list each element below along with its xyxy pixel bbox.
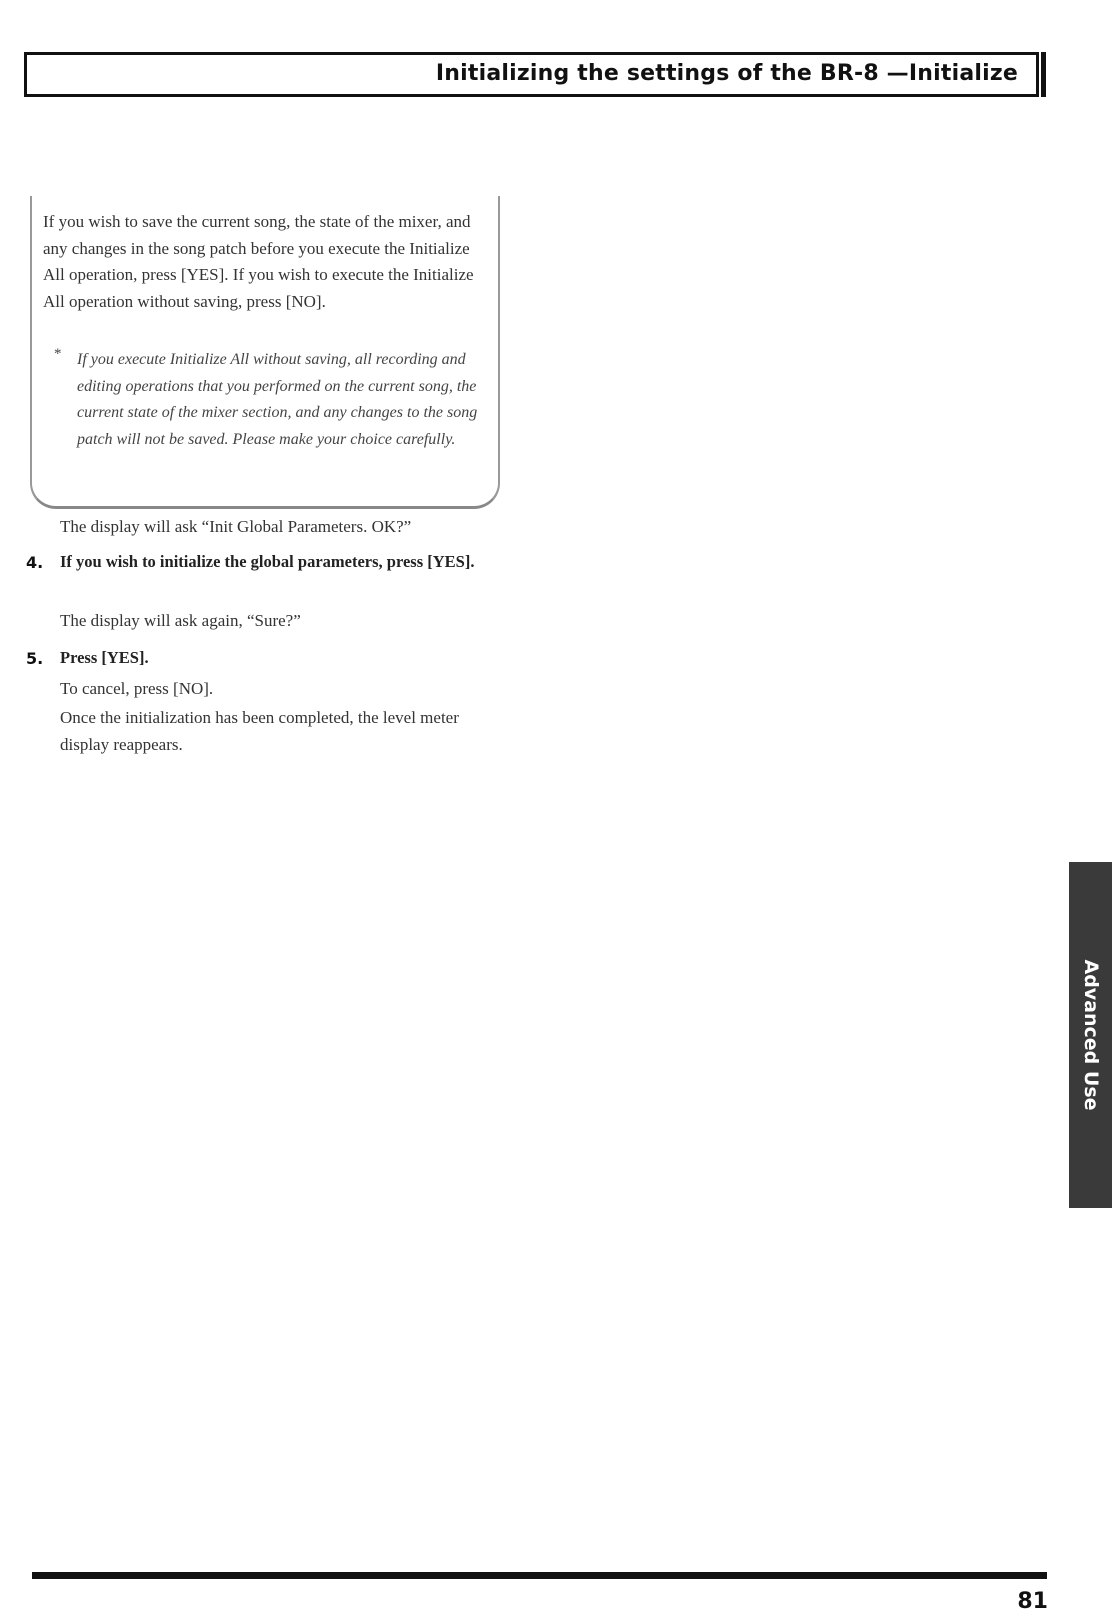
section-header: [24, 52, 1039, 97]
step-result: To cancel, press [NO].: [60, 679, 214, 698]
step-result: Once the initialization has been completed, the level meter display reappears.: [60, 708, 459, 754]
step-instruction: Press [YES].: [60, 648, 149, 667]
note-text: If you wish to save the current song, the state of the mixer, and any changes in the song patch before you execute the Initialize All operation, press [YES]. If you wish to execute the Initialize All operation without saving, press [NO].: [43, 212, 474, 311]
note-asterisk: *: [54, 346, 62, 362]
note-box: [30, 196, 500, 509]
display-ask-text: The display will ask “Init Global Parameters. OK?”: [60, 517, 412, 536]
section-tab-label: Advanced Use: [1079, 959, 1102, 1111]
page-title: Initializing the settings of the BR-8 —Initialize: [435, 61, 1018, 86]
step-instruction: If you wish to initialize the global parameters, press [YES].: [60, 552, 475, 571]
step-number: 4.: [26, 553, 44, 572]
note-warning-text: If you execute Initialize All without saving, all recording and editing operations that you performed on the current song, the current state of the mixer section, and any changes to the song patch will not be saved. Please make your choice carefully.: [77, 351, 478, 448]
footer-rule: [32, 1572, 1047, 1579]
section-tab: [1069, 862, 1112, 1208]
step-number: 5.: [26, 649, 44, 668]
step-result: The display will ask again, “Sure?”: [60, 611, 301, 630]
page-number: 81: [1017, 1589, 1048, 1614]
